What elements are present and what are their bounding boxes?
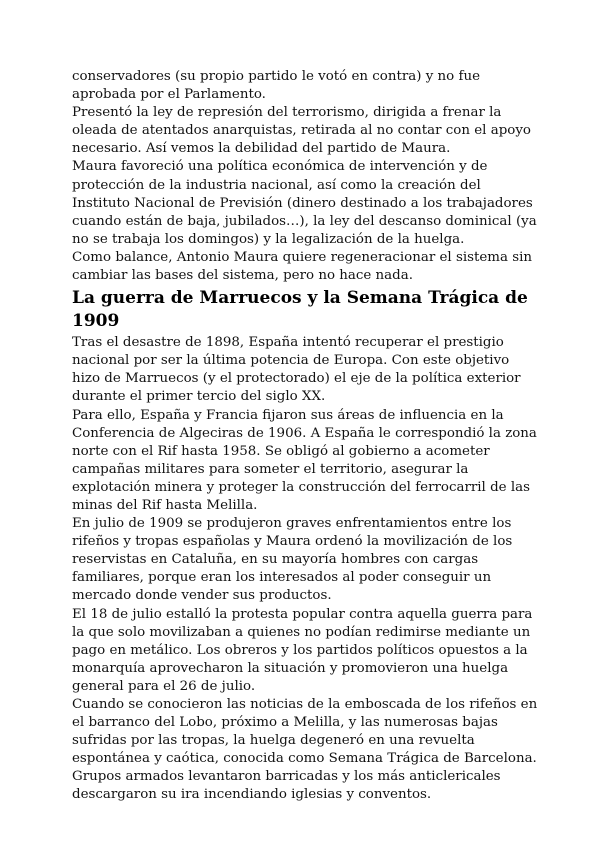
paragraph: Cuando se conocieron las noticias de la emboscada de los rifeños en el barranco del Lobo, próximo a Melilla, y las numerosas bajas sufridas por las tropas, la huelga degeneró en una revuelta espontánea y caótica, conocida como Semana Trágica de Barcelona. Grupos armados levantaron barricadas y los más anticlericales descargaron su ira incendiando iglesias y conventos.: [72, 697, 538, 803]
paragraph: Como balance, Antonio Maura quiere regeneracionar el sistema sin cambiar las bases del sistema, pero no hace nada.: [72, 249, 532, 284]
paragraph: Tras el desastre de 1898, España intentó recuperar el prestigio nacional por ser la última potencia de Europa. Con este objetivo hizo de Marruecos (y el protectorado) el eje de la política exterior durante el primer tercio del siglo XX.: [72, 335, 521, 405]
paragraph: El 18 de julio estalló la protesta popular contra aquella guerra para la que solo movilizaban a quienes no podían redimirse mediante un pago en metálico. Los obreros y los partidos políticos opuestos a la monarquía aprovecharon la situación y promovieron una huelga general para el 26 de julio.: [72, 606, 533, 694]
paragraph: En julio de 1909 se produjeron graves enfrentamientos entre los rifeños y tropas españolas y Maura ordenó la movilización de los reservistas en Cataluña, en su mayoría hombres con cargas familiares, porque eran los interesados al poder conseguir un mercado donde vender sus productos.: [72, 516, 513, 604]
paragraph: Maura favoreció una política económica de intervención y de protección de la industria nacional, así como la creación del Instituto Nacional de Previsión (dinero destinado a los trabajadores cuando están de baja, jubilados…), la ley del descanso dominical (ya no se trabaja los domingos) y la legalización de la huelga.: [72, 159, 537, 247]
paragraph: Para ello, España y Francia fijaron sus áreas de influencia en la Conferencia de Algeciras de 1906. A España le correspondió la zona norte con el Rif hasta 1958. Se obligó al gobierno a acometer campañas militares para someter el territorio, asegurar la explotación minera y proteger la construcción del ferrocarril de las minas del Rif hasta Melilla.: [72, 407, 537, 513]
document-page: [72, 68, 540, 805]
paragraph: Presentó la ley de represión del terrorismo, dirigida a frenar la oleada de atentados anarquistas, retirada al no contar con el apoyo necesario. Así vemos la debilidad del partido de Maura.: [72, 105, 531, 157]
paragraph: conservadores (su propio partido le votó en contra) y no fue aprobada por el Parlamento.: [72, 69, 481, 103]
section-heading: La guerra de Marruecos y la Semana Trágica de 1909: [72, 288, 528, 332]
